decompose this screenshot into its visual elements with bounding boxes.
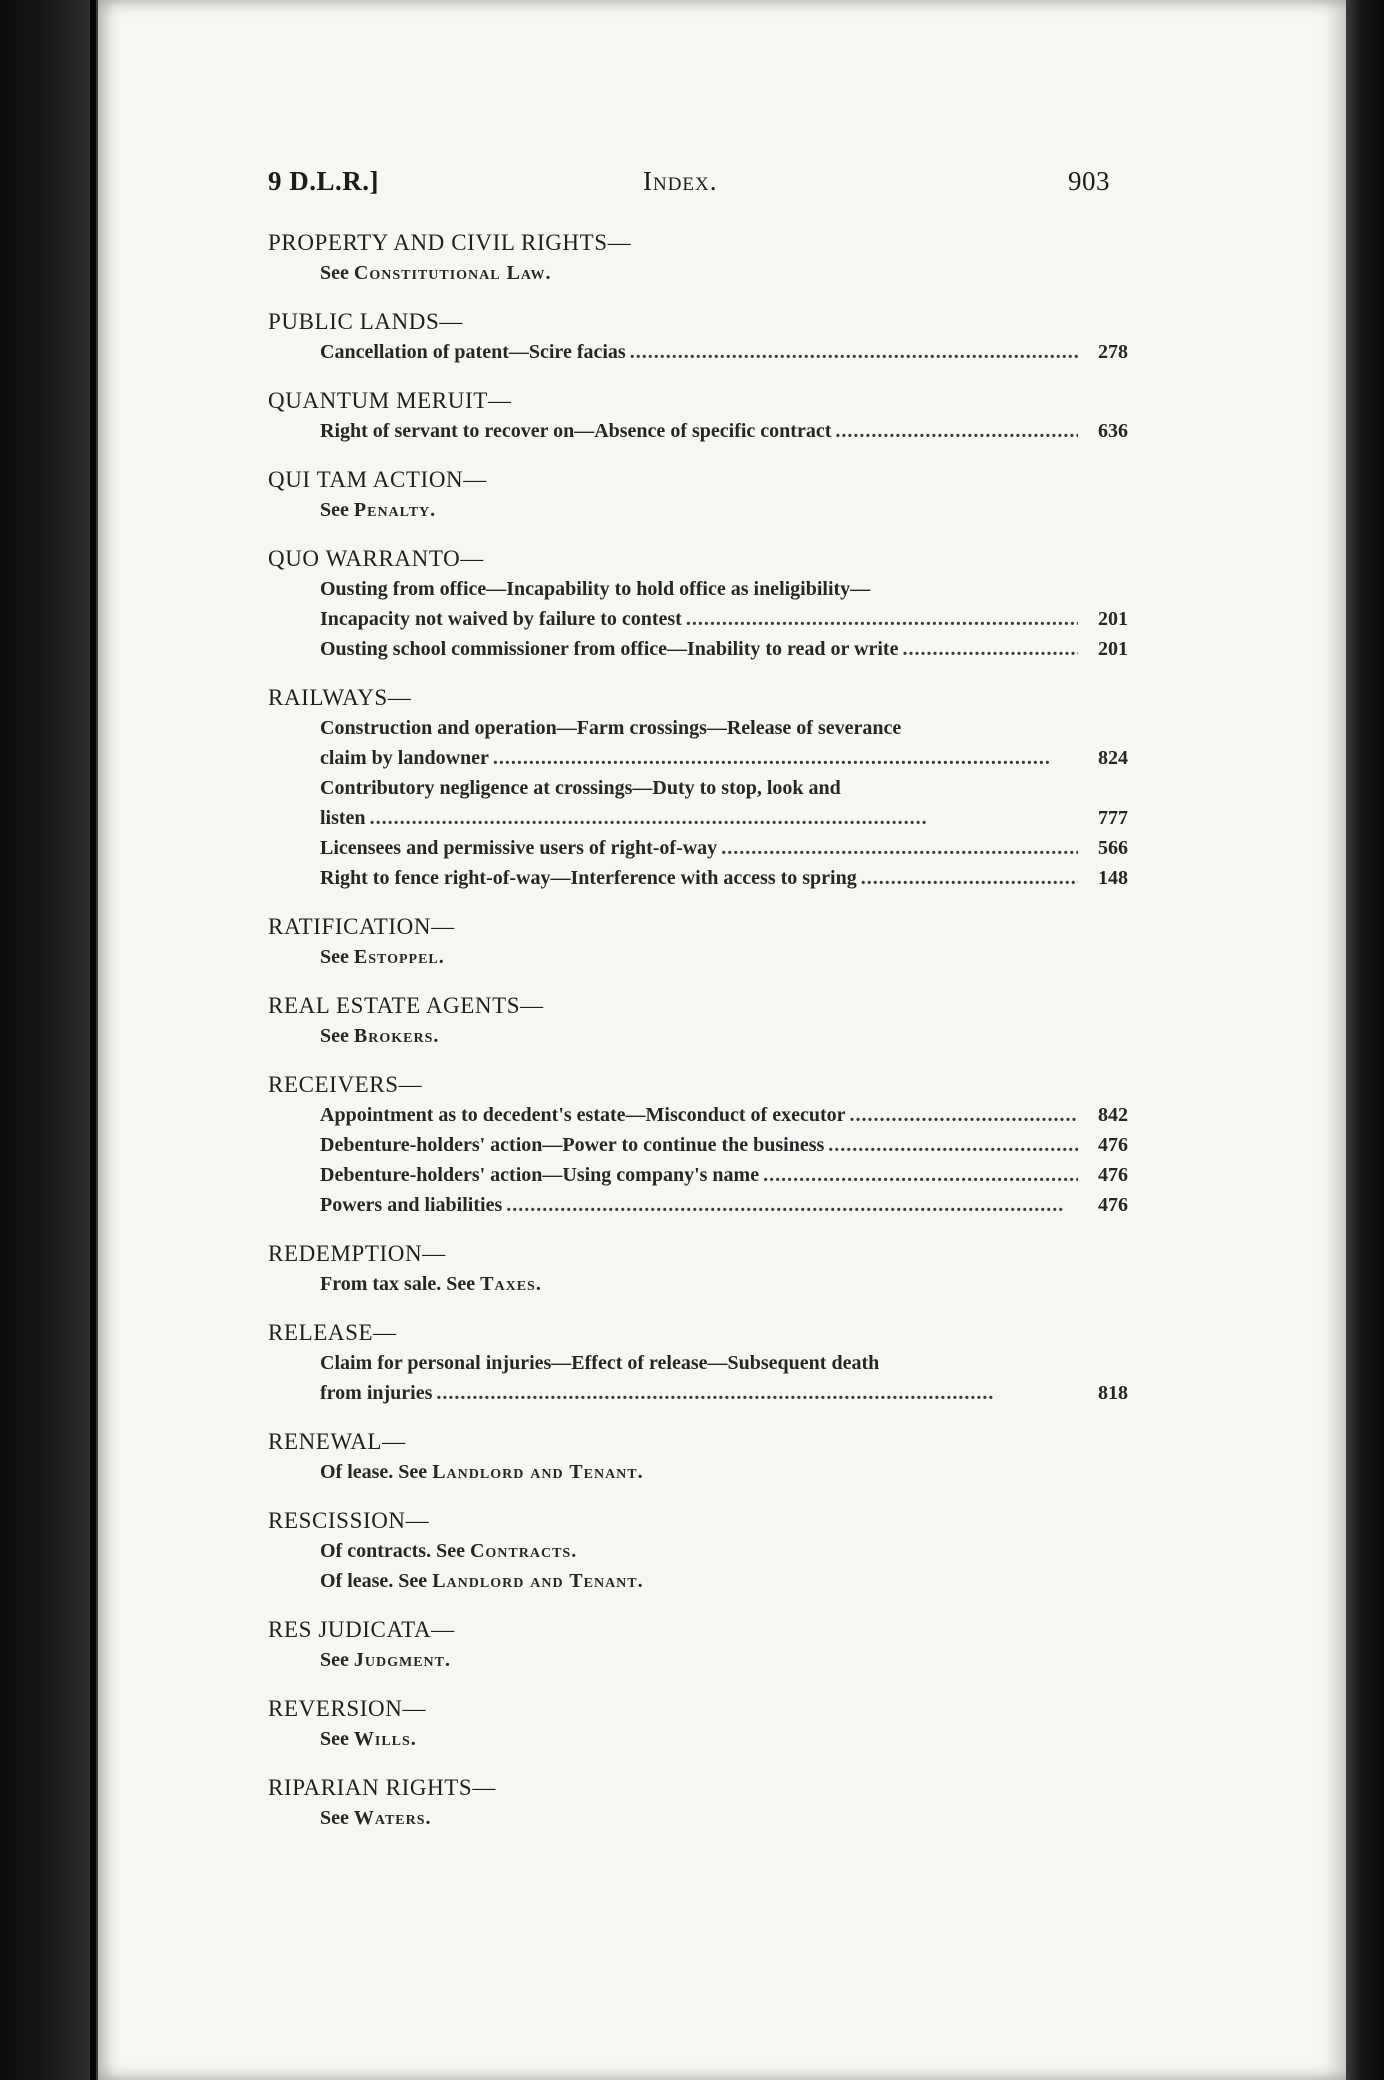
dot-leader <box>721 833 1078 863</box>
cross-reference-target: Landlord and Tenant. <box>432 1461 644 1483</box>
subentry-line <box>320 803 1128 833</box>
entry-heading: QUI TAM ACTION— <box>268 467 487 492</box>
page-reference: 201 <box>1098 638 1128 660</box>
dot-leader <box>902 634 1078 664</box>
page-reference: 278 <box>1098 341 1128 363</box>
entry-heading: REVERSION— <box>268 1696 427 1721</box>
page-reference: 842 <box>1098 1104 1128 1126</box>
cross-reference <box>320 258 1128 288</box>
index-entry <box>268 683 1128 893</box>
dot-leader <box>849 1100 1078 1130</box>
subentry-line <box>320 604 1128 634</box>
dot-leader <box>763 1160 1078 1190</box>
dot-leader <box>506 1190 1078 1220</box>
entry-heading: RIPARIAN RIGHTS— <box>268 1775 496 1800</box>
subentry-text: from injuries <box>320 1382 433 1404</box>
cross-reference <box>320 1457 1128 1487</box>
entry-subentries <box>268 1803 1128 1833</box>
cross-reference-prefix: Of lease. See <box>320 1570 433 1592</box>
cross-reference <box>320 1536 1128 1566</box>
index-entry <box>268 1318 1128 1408</box>
subentry-text: listen <box>320 807 366 829</box>
subentry-text: Cancellation of patent—Scire facias <box>320 341 626 363</box>
page-reference: 566 <box>1098 837 1128 859</box>
subentry-text: Powers and liabilities <box>320 1194 503 1216</box>
entry-subentries <box>268 713 1128 893</box>
dot-leader <box>493 743 1078 773</box>
cross-reference-prefix: See <box>320 262 354 284</box>
entry-subentries <box>268 258 1128 288</box>
dot-leader <box>370 803 1078 833</box>
entry-subentries <box>268 942 1128 972</box>
cross-reference-target: Penalty. <box>353 499 437 521</box>
page-number: 903 <box>1068 166 1110 196</box>
cross-reference-target: Judgment. <box>353 1649 452 1671</box>
subentry-text: Ousting school commissioner from office—Inability to read or write <box>320 638 899 660</box>
subentry-line <box>320 1100 1128 1130</box>
entry-subentries <box>268 495 1128 525</box>
index-entry <box>268 465 1128 525</box>
index-entry <box>268 1506 1128 1596</box>
index-entry <box>268 1694 1128 1754</box>
subentry-line <box>320 833 1128 863</box>
entry-subentries <box>268 1100 1128 1220</box>
subentry-text: claim by landowner <box>320 747 489 769</box>
entry-heading: RESCISSION— <box>268 1508 430 1533</box>
entry-subentries <box>268 337 1128 367</box>
subentry-line <box>320 337 1128 367</box>
subentry-line <box>320 1190 1128 1220</box>
index-entry <box>268 1773 1128 1833</box>
dot-leader <box>436 1378 1078 1408</box>
cross-reference <box>320 495 1128 525</box>
dot-leader <box>686 604 1078 634</box>
page-reference: 476 <box>1098 1164 1128 1186</box>
left-page-edge <box>0 0 98 2080</box>
cross-reference-prefix: See <box>320 1025 354 1047</box>
dot-leader <box>630 337 1078 367</box>
cross-reference-prefix: Of lease. See <box>320 1461 433 1483</box>
cross-reference-prefix: Of contracts. See <box>320 1540 470 1562</box>
entry-subentries <box>268 1724 1128 1754</box>
index-entries <box>268 228 1128 1852</box>
entry-subentries <box>268 574 1128 664</box>
page-reference: 818 <box>1098 1382 1128 1404</box>
page-reference: 777 <box>1098 807 1128 829</box>
entry-heading: RELEASE— <box>268 1320 397 1345</box>
entry-heading: QUANTUM MERUIT— <box>268 388 512 413</box>
subentry-line <box>320 1130 1128 1160</box>
index-entry <box>268 307 1128 367</box>
entry-heading: RECEIVERS— <box>268 1072 423 1097</box>
cross-reference-target: Brokers. <box>353 1025 440 1047</box>
entry-subentries <box>268 1348 1128 1408</box>
entry-heading: PUBLIC LANDS— <box>268 309 464 334</box>
subentry-line <box>320 743 1128 773</box>
entry-subentries <box>268 1645 1128 1675</box>
entry-heading: QUO WARRANTO— <box>268 546 484 571</box>
entry-heading: RATIFICATION— <box>268 914 455 939</box>
cross-reference-target: Landlord and Tenant. <box>432 1570 644 1592</box>
cross-reference-prefix: See <box>320 946 354 968</box>
cross-reference-prefix: See <box>320 1807 354 1829</box>
cross-reference-prefix: See <box>320 499 354 521</box>
subentry-text: Debenture-holders' action—Using company's name <box>320 1164 760 1186</box>
cross-reference <box>320 1724 1128 1754</box>
page-reference: 476 <box>1098 1134 1128 1156</box>
index-entry <box>268 1239 1128 1299</box>
subentry-line <box>320 863 1128 893</box>
entry-heading: REAL ESTATE AGENTS— <box>268 993 544 1018</box>
cross-reference-prefix: See <box>320 1728 354 1750</box>
section-title: Index. <box>643 166 718 196</box>
cross-reference <box>320 1021 1128 1051</box>
index-entry <box>268 912 1128 972</box>
subentry-line <box>320 1378 1128 1408</box>
page-reference: 636 <box>1098 420 1128 442</box>
cross-reference <box>320 942 1128 972</box>
page-reference: 476 <box>1098 1194 1128 1216</box>
running-header <box>268 166 1110 206</box>
subentry-text: Right of servant to recover on—Absence of specific contract <box>320 420 832 442</box>
index-entry <box>268 544 1128 664</box>
gutter-shadow <box>90 0 96 2080</box>
subentry-text-wrapped: Claim for personal injuries—Effect of release—Subsequent death <box>320 1352 880 1374</box>
subentry-text-wrapped: Ousting from office—Incapability to hold office as ineligibility— <box>320 578 871 600</box>
cross-reference-target: Estoppel. <box>353 946 445 968</box>
index-entry <box>268 228 1128 288</box>
subentry-text: Right to fence right-of-way—Interference with access to spring <box>320 867 857 889</box>
index-entry <box>268 386 1128 446</box>
subentry-text-wrapped: Contributory negligence at crossings—Duty to stop, look and <box>320 777 841 799</box>
cross-reference-target: Taxes. <box>480 1273 542 1295</box>
subentry-line <box>320 634 1128 664</box>
cross-reference-target: Waters. <box>353 1807 432 1829</box>
cross-reference <box>320 1269 1128 1299</box>
entry-heading: RENEWAL— <box>268 1429 406 1454</box>
subentry-text: Licensees and permissive users of right-of-way <box>320 837 718 859</box>
index-entry <box>268 991 1128 1051</box>
index-entry <box>268 1427 1128 1487</box>
cross-reference-prefix: From tax sale. See <box>320 1273 481 1295</box>
subentry-text: Appointment as to decedent's estate—Misconduct of executor <box>320 1104 846 1126</box>
index-entry <box>268 1070 1128 1220</box>
cross-reference <box>320 1645 1128 1675</box>
cross-reference-prefix: See <box>320 1649 354 1671</box>
subentry-text-wrapped: Construction and operation—Farm crossings—Release of severance <box>320 717 902 739</box>
volume-reference: 9 D.L.R.] <box>268 166 379 196</box>
subentry-line <box>320 1160 1128 1190</box>
entry-subentries <box>268 1269 1128 1299</box>
dot-leader <box>828 1130 1078 1160</box>
entry-heading: PROPERTY AND CIVIL RIGHTS— <box>268 230 632 255</box>
page-reference: 201 <box>1098 608 1128 630</box>
right-page-edge <box>1346 0 1384 2080</box>
entry-subentries <box>268 416 1128 446</box>
entry-heading: RAILWAYS— <box>268 685 412 710</box>
subentry-text: Incapacity not waived by failure to contest <box>320 608 682 630</box>
entry-subentries <box>268 1536 1128 1596</box>
page-reference: 824 <box>1098 747 1128 769</box>
dot-leader <box>861 863 1078 893</box>
subentry-line <box>320 416 1128 446</box>
entry-heading: RES JUDICATA— <box>268 1617 455 1642</box>
cross-reference-target: Contracts. <box>469 1540 578 1562</box>
entry-subentries <box>268 1021 1128 1051</box>
cross-reference-target: Constitutional Law. <box>353 262 552 284</box>
cross-reference-target: Wills. <box>353 1728 417 1750</box>
entry-subentries <box>268 1457 1128 1487</box>
index-entry <box>268 1615 1128 1675</box>
entry-heading: REDEMPTION— <box>268 1241 446 1266</box>
dot-leader <box>835 416 1078 446</box>
cross-reference <box>320 1566 1128 1596</box>
cross-reference <box>320 1803 1128 1833</box>
subentry-text: Debenture-holders' action—Power to continue the business <box>320 1134 825 1156</box>
page-reference: 148 <box>1098 867 1128 889</box>
